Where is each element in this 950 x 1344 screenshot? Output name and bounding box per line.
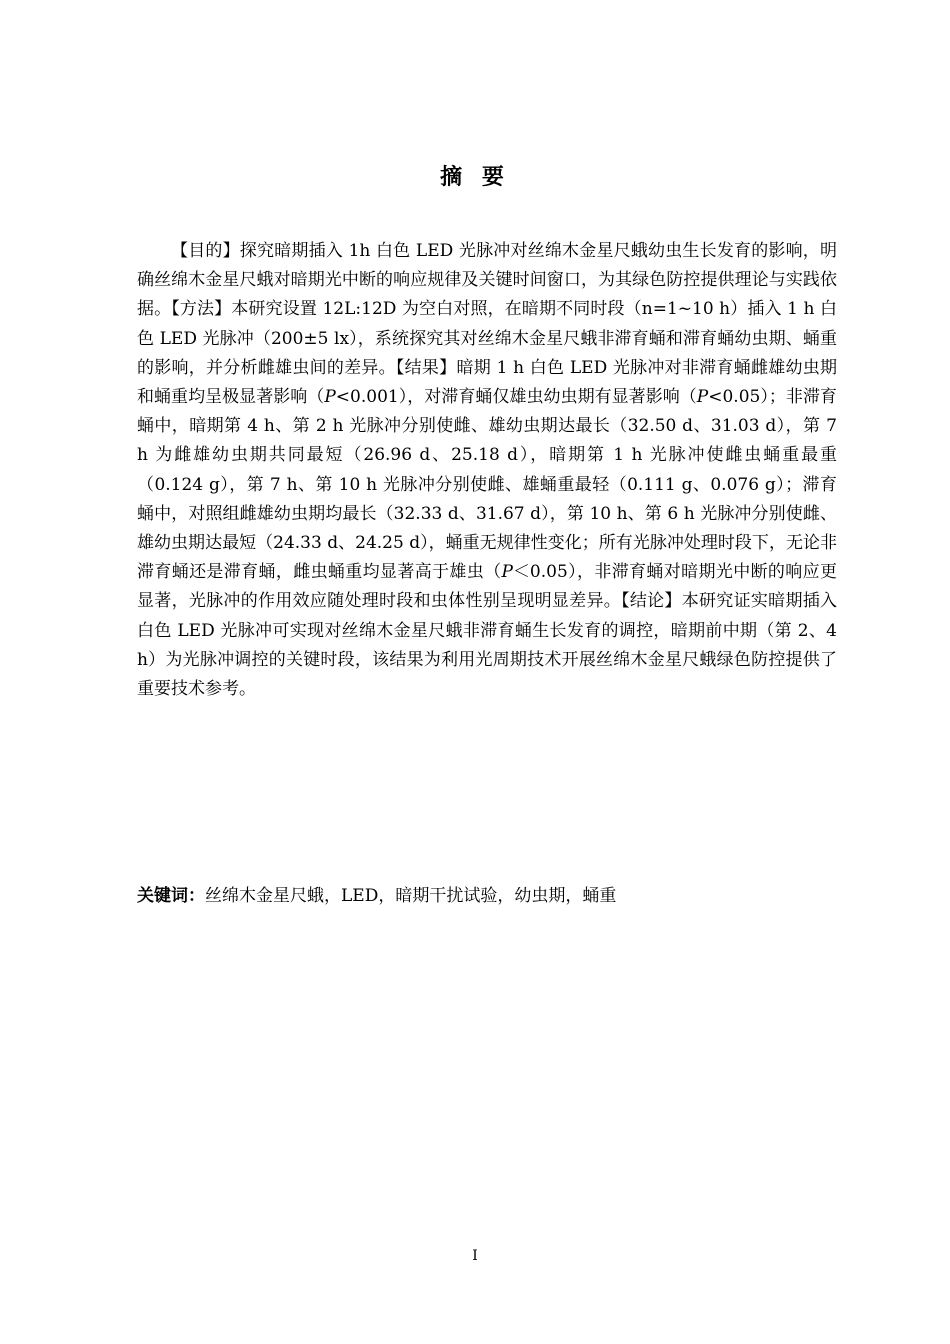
p-value-symbol: P — [324, 387, 336, 408]
keywords-label: 关键词： — [137, 886, 205, 906]
objective-tag: 【目的】 — [171, 241, 240, 261]
conclusion-text: 本研究证实暗期插入白色 LED 光脉冲可实现对丝绵木金星尺蛾非滞育蛹生长发育的调控，暗期前中期（第 2、4 h）为光脉冲调控的关键时段，该结果为利用光周期技术开展丝绵木金星尺蛾绿色防控提供了重要技术参考。 — [137, 591, 838, 700]
result-tag: 【结果】 — [395, 357, 457, 378]
result-text-4: ＜0.05），非滞育蛹对暗期光中断的响应更显著，光脉冲的作用效应随处理时段和虫体性别呈现明显差异。 — [137, 562, 837, 612]
conclusion-tag: 【结论】 — [621, 591, 682, 612]
p-value-symbol: P — [501, 562, 513, 583]
method-tag: 【方法】 — [171, 299, 232, 320]
objective-text: 探究暗期插入 1h 白色 LED 光脉冲对丝绵木金星尺蛾幼虫生长发育的影响，明确丝绵木金星尺蛾对暗期光中断的响应规律及关键时间窗口，为其绿色防控提供理论与实践依据。 — [137, 241, 837, 320]
keywords-text: 丝绵木金星尺蛾，LED，暗期干扰试验，幼虫期，蛹重 — [205, 886, 617, 906]
page-number: I — [472, 1248, 478, 1264]
method-text: 本研究设置 12L:12D 为空白对照，在暗期不同时段（n=1~10 h）插入 1 h 白色 LED 光脉冲（200±5 lx），系统探究其对丝绵木金星尺蛾非滞育蛹和滞育蛹幼虫期、蛹重的影响，并分析雌雄虫间的差异。 — [137, 299, 838, 378]
abstract-paragraph — [137, 237, 837, 704]
result-text-2: <0.001），对滞育蛹仅雄虫幼虫期有显著影响（ — [335, 387, 697, 408]
result-text-1: 暗期 1 h 白色 LED 光脉冲对非滞育蛹雌雄幼虫期和蛹重均呈极显著影响（ — [137, 357, 837, 408]
keywords-line — [137, 882, 837, 911]
result-text-3: <0.05）；非滞育蛹中，暗期第 4 h、第 2 h 光脉冲分别使雌、雄幼虫期达最长（32.50 d、31.03 d），第 7 h 为雌雄幼虫期共同最短（26.96 d、25.18 d），暗期第 1 h 光脉冲使雌虫蛹重最重（0.124 g），第 7 h、第 10 h 光脉冲分别使雌、雄蛹重最轻（0.111 g、0.076 g）；滞育蛹中，对照组雌雄幼虫期均最长（32.33 d、31.67 d），第 10 h、第 6 h 光脉冲分别使雌、雄幼虫期达最短（24.33 d、24.25 d），蛹重无规律性变化；所有光脉冲处理时段下，无论非滞育蛹还是滞育蛹，雌虫蛹重均显著高于雄虫（ — [137, 387, 837, 583]
abstract-title: 摘 要 — [440, 165, 510, 190]
p-value-symbol: P — [696, 387, 709, 408]
